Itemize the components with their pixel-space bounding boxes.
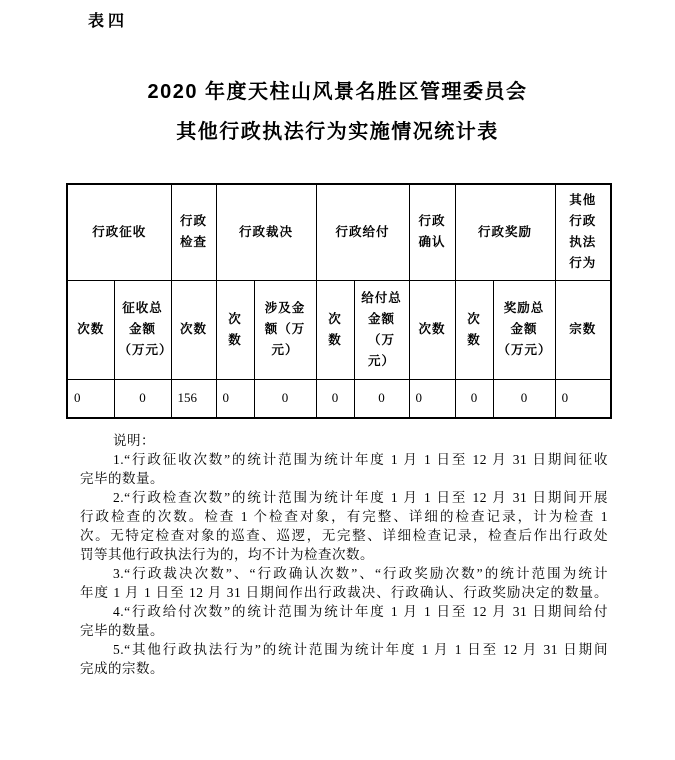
- subheader-cell: 次数: [171, 280, 216, 379]
- group-header-cell: 其他行政执法行为: [555, 184, 611, 280]
- subheader-cell: 次数: [316, 280, 354, 379]
- value-cell: 0: [493, 379, 555, 418]
- value-cell: 0: [316, 379, 354, 418]
- subheader-cell: 给付总金额（万元）: [354, 280, 409, 379]
- value-cell: 0: [354, 379, 409, 418]
- table-subheader-row: [67, 280, 611, 379]
- subheader-cell: 宗数: [555, 280, 611, 379]
- group-header-cell: 行政检查: [171, 184, 216, 280]
- value-cell: 0: [254, 379, 316, 418]
- value-cell: 156: [171, 379, 216, 418]
- note-line: 4.“行政给付次数”的统计范围为统计年度 1 月 1 日至 12 月 31 日期间给付: [113, 604, 608, 619]
- note-heading: 说明：: [113, 433, 155, 448]
- table-data-row: [67, 379, 611, 418]
- group-header-cell: 行政奖励: [455, 184, 555, 280]
- value-cell: 0: [555, 379, 611, 418]
- statistics-table: [66, 183, 612, 419]
- note-line: 完毕的数量。: [80, 471, 164, 486]
- group-header-cell: 行政裁决: [216, 184, 316, 280]
- subheader-cell: 次数: [216, 280, 254, 379]
- note-line: 完毕的数量。: [80, 623, 164, 638]
- subheader-cell: 次数: [67, 280, 114, 379]
- subheader-cell: 次数: [455, 280, 493, 379]
- notes: [80, 431, 608, 678]
- subheader-cell: 涉及金额（万元）: [254, 280, 316, 379]
- note-line: 5.“其他行政执法行为”的统计范围为统计年度 1 月 1 日至 12 月 31 日期间: [113, 642, 608, 657]
- subheader-cell: 次数: [409, 280, 455, 379]
- value-cell: 0: [409, 379, 455, 418]
- document-title-line2: 其他行政执法行为实施情况统计表: [176, 121, 499, 143]
- note-line: 1.“行政征收次数”的统计范围为统计年度 1 月 1 日至 12 月 31 日期间征收: [113, 452, 608, 467]
- subheader-cell: 征收总金额（万元）: [114, 280, 171, 379]
- value-cell: 0: [67, 379, 114, 418]
- note-line: 3.“行政裁决次数”、“行政确认次数”、“行政奖励次数”的统计范围为统计: [113, 566, 608, 581]
- value-cell: 0: [455, 379, 493, 418]
- note-line: 2.“行政检查次数”的统计范围为统计年度 1 月 1 日至 12 月 31 日期间开展: [113, 490, 608, 505]
- group-header-cell: 行政征收: [67, 184, 171, 280]
- group-header-cell: 行政确认: [409, 184, 455, 280]
- document-title-line1: 2020 年度天柱山风景名胜区管理委员会: [147, 81, 528, 103]
- table-group-header-row: [67, 184, 611, 280]
- note-line: 罚等其他行政执法行为的，均不计为检查次数。: [80, 547, 374, 562]
- note-line: 年度 1 月 1 日至 12 月 31 日期间作出行政裁决、行政确认、行政奖励决定的数量。: [80, 585, 608, 600]
- note-line: 行政检查的次数。检查 1 个检查对象，有完整、详细的检查记录，计为检查 1: [80, 509, 608, 524]
- document-title: [0, 72, 675, 152]
- page-label: 表四: [88, 13, 129, 30]
- group-header-cell: 行政给付: [316, 184, 409, 280]
- note-line: 次。无特定检查对象的巡查、巡逻，无完整、详细检查记录，检查后作出行政处: [80, 528, 608, 543]
- subheader-cell: 奖励总金额（万元）: [493, 280, 555, 379]
- note-line: 完成的宗数。: [80, 661, 164, 676]
- value-cell: 0: [114, 379, 171, 418]
- value-cell: 0: [216, 379, 254, 418]
